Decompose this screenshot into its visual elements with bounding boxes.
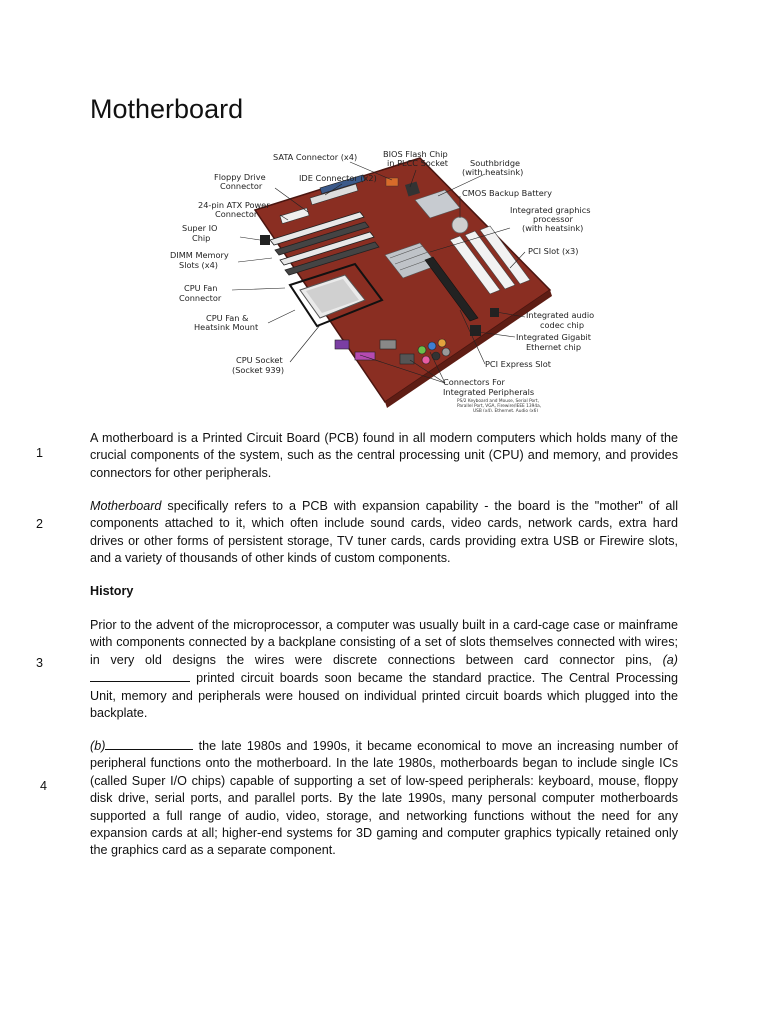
label-bios-line1: BIOS Flash Chip [383, 149, 448, 159]
motherboard-illustration [160, 140, 610, 412]
label-cmos: CMOS Backup Battery [462, 188, 552, 198]
paragraph-3-marker: (a) [662, 652, 678, 667]
paragraph-1 [90, 430, 678, 482]
label-floppy-line2: Connector [220, 181, 263, 191]
label-connectors-line1: Connectors For [443, 377, 505, 387]
label-pcie: PCI Express Slot [485, 359, 551, 369]
label-superio-line1: Super IO [182, 223, 218, 233]
section-heading-history: History [90, 584, 134, 598]
label-floppy-line1: Floppy Drive [214, 172, 266, 182]
label-igp-line2: processor [533, 214, 573, 224]
label-igp-line3: (with heatsink) [522, 223, 584, 233]
fill-in-blank-a[interactable] [90, 669, 190, 682]
label-dimm-line2: Slots (x4) [179, 260, 219, 270]
paragraph-1-text: A motherboard is a Printed Circuit Board (PCB) found in all modern computers which holds many of the crucial components of the system, such as the central processing unit (CPU) and memory, and provides connectors for other peripherals. [90, 431, 678, 480]
label-bios-line2: in PLCC Socket [387, 158, 449, 168]
ethernet-chip [470, 325, 481, 336]
label-heatsink-line2: Heatsink Mount [194, 322, 259, 332]
paragraph-2 [90, 498, 678, 568]
paragraph-number-3: 3 [36, 656, 44, 670]
paragraph-4-text: the late 1980s and 1990s, it became economical to move an increasing number of peripheral functions onto the motherboard. In the late 1980s, motherboards began to include single ICs (called Super I/O chips) capable of supporting a set of low-speed peripherals: keyboard, mouse, floppy disk drive, serial ports, and parallel ports. By the late 1990s, many personal computer motherboards supported a full range of audio, video, storage, and networking functions without the need for any expansion cards at all; higher-end systems for 3D gaming and computer graphics typically retained only the graphics card as a separate component. [90, 739, 678, 858]
label-cpufan-line1: CPU Fan [184, 283, 218, 293]
label-ethernet-line1: Integrated Gigabit [516, 332, 591, 342]
paragraph-number-2: 2 [36, 517, 44, 531]
label-sata: SATA Connector (x4) [273, 152, 358, 162]
label-igp-line1: Integrated graphics [510, 205, 591, 215]
label-pci: PCI Slot (x3) [528, 246, 579, 256]
label-cpufan-line2: Connector [179, 293, 222, 303]
label-connectors-detail-3: USB (x4), Ethernet, Audio (x6) [473, 409, 538, 412]
label-dimm-line1: DIMM Memory [170, 250, 229, 260]
paragraph-3-text-after: printed circuit boards soon became the standard practice. The Central Processing Unit, memory and peripherals were housed on individual printed circuit boards which plugged into the backplate. [90, 671, 678, 721]
paragraph-number-4: 4 [40, 779, 48, 793]
label-southbridge-line1: Southbridge [470, 158, 521, 168]
label-heatsink-line1: CPU Fan & [206, 313, 249, 323]
motherboard-figure [160, 140, 610, 412]
label-ide: IDE Connector (x2) [299, 173, 377, 183]
sata-connector [386, 178, 398, 186]
label-audio-line2: codec chip [540, 320, 585, 330]
paragraph-2-text: specifically refers to a PCB with expansion capability - the board is the "mother" of all components attached to it, which often include sound cards, video cards, network cards, extra hard drives or other forms of persistent storage, TV tuner cards, cards providing extra USB or Firewire slots, and a variety of thousands of other kinds of custom components. [90, 499, 678, 566]
page-title: Motherboard [90, 94, 244, 124]
label-ethernet-line2: Ethernet chip [526, 342, 582, 352]
label-superio-line2: Chip [192, 233, 211, 243]
paragraph-3-text-before: Prior to the advent of the microprocessor, a computer was usually built in a card-cage case or mainframe with components connected by a backplane consisting of a set of slots themselves connected with wires; in very old designs the wires were discrete connections between card connector pins, [90, 618, 678, 667]
label-southbridge-line2: (with heatsink) [462, 167, 524, 177]
super-io-chip [260, 235, 270, 245]
label-atx-line2: Connector [215, 209, 258, 219]
label-connectors-detail-2: Parallel Port, VGA, Firewire/IEEE 1394a, [457, 404, 542, 409]
label-connectors-detail-1: PS/2 Keyboard and Mouse, Serial Port, [457, 399, 539, 404]
paragraph-2-lead: Motherboard [90, 499, 162, 513]
label-atx-line1: 24-pin ATX Power [198, 200, 270, 210]
label-connectors-line2: Integrated Peripherals [443, 387, 535, 397]
fill-in-blank-b[interactable] [105, 737, 193, 750]
paragraph-number-1: 1 [36, 446, 44, 460]
cmos-battery [452, 217, 468, 233]
label-socket-line2: (Socket 939) [232, 365, 285, 375]
paragraph-4 [90, 737, 678, 860]
paragraph-3 [90, 617, 678, 722]
label-socket-line1: CPU Socket [236, 355, 283, 365]
paragraph-4-marker: (b) [90, 739, 106, 753]
label-audio-line1: Integrated audio [526, 310, 595, 320]
